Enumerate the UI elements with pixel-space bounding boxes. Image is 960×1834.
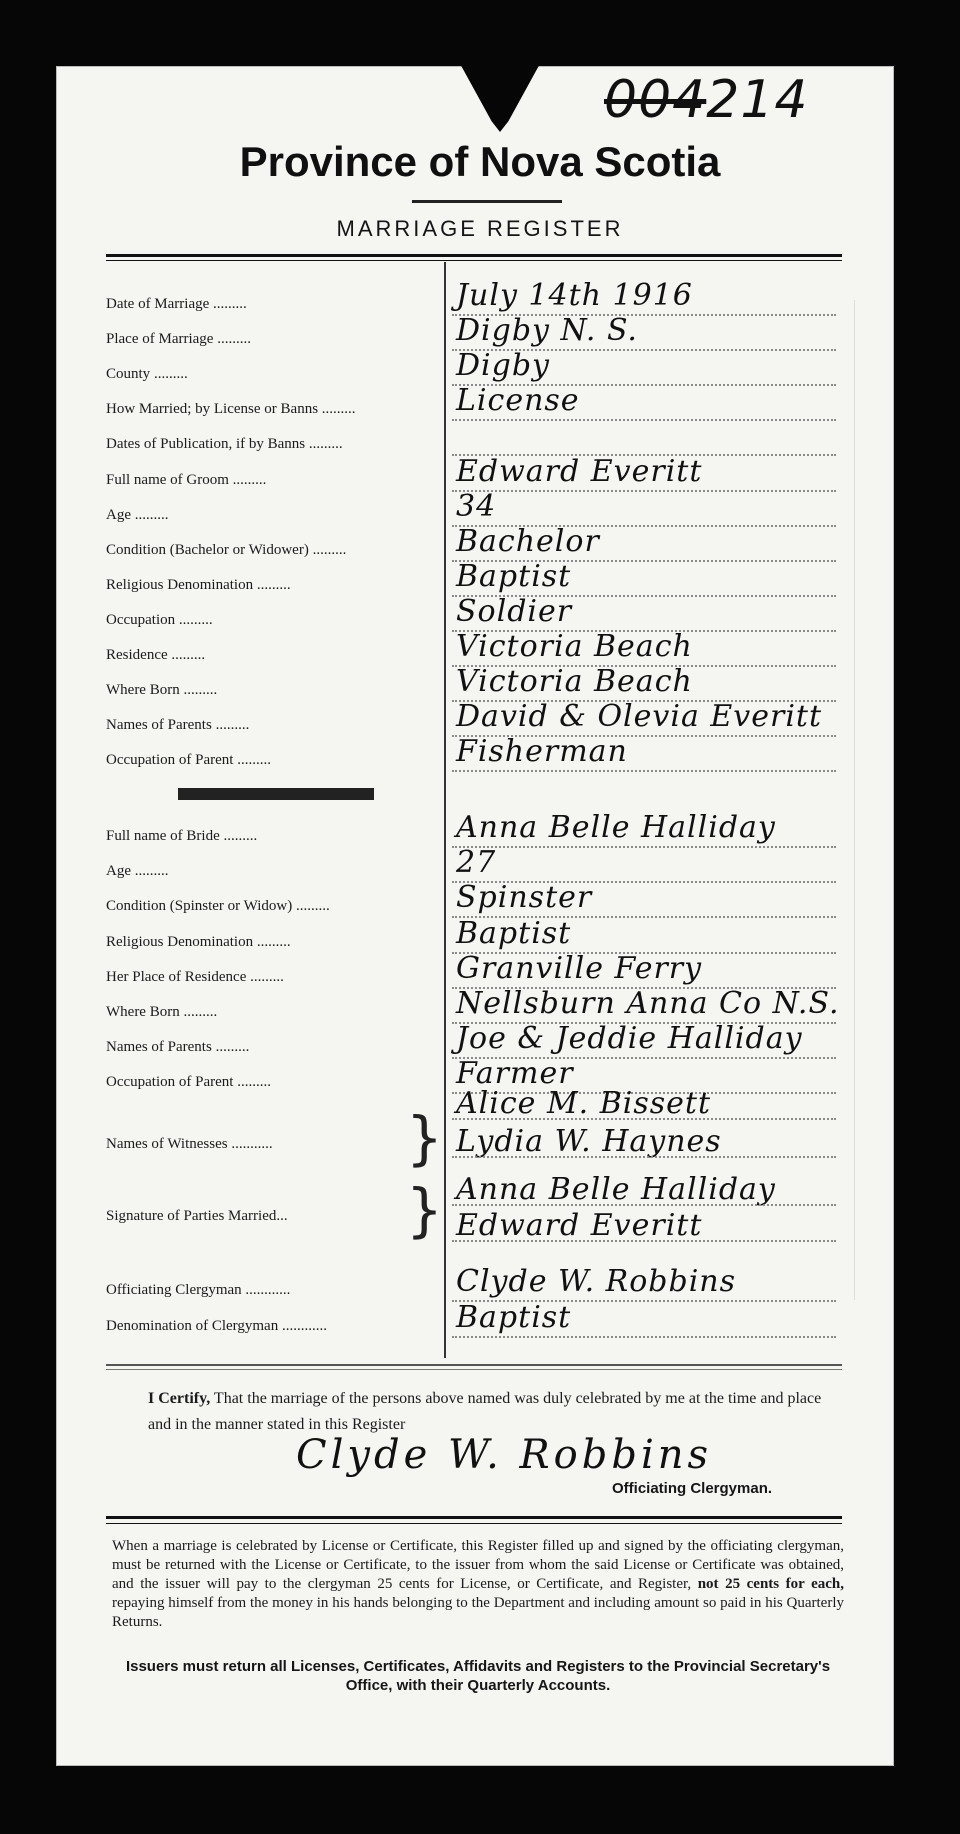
column-divider — [444, 262, 446, 1358]
field-label: Occupation ......... — [106, 611, 213, 628]
field-label: Age ......... — [106, 506, 169, 523]
page-title: Province of Nova Scotia — [239, 138, 721, 185]
field-label: Occupation of Parent ......... — [106, 752, 271, 769]
field-value: Fisherman — [456, 734, 628, 770]
certify-lead: I Certify, — [148, 1390, 211, 1407]
signature-groom: Edward Everitt — [456, 1208, 703, 1243]
field-value: Clyde W. Robbins — [456, 1264, 737, 1299]
field-label: Officiating Clergyman ............ — [106, 1282, 291, 1298]
field-label: Denomination of Clergyman ............ — [106, 1318, 327, 1334]
field-value: Bachelor — [456, 523, 600, 559]
field-label: Full name of Groom ......... — [106, 471, 267, 488]
field-value: 34 — [456, 488, 497, 524]
witness-2: Lydia W. Haynes — [456, 1124, 722, 1159]
field-value: Joe & Jeddie Halliday — [456, 1021, 803, 1057]
issuers-notice: Issuers must return all Licenses, Certificates, Affidavits and Registers to the Provincial Secretary's Office, with their Quarterly Accounts. — [125, 1658, 831, 1694]
field-label: Religious Denomination ......... — [106, 576, 291, 593]
dotted-line — [452, 1336, 836, 1338]
dotted-line — [452, 770, 836, 772]
field-value: Nellsburn Anna Co N.S. — [456, 986, 840, 1021]
field-value: Baptist — [456, 558, 572, 594]
field-value: Baptist — [456, 1300, 572, 1335]
certify-body: That the marriage of the persons above named was duly celebrated by me at the time and place and in the manner stated in this Register — [148, 1390, 822, 1433]
dotted-line — [452, 1118, 836, 1120]
field-label: Religious Denomination ......... — [106, 933, 291, 950]
field-value: Victoria Beach — [456, 629, 693, 664]
dotted-line — [452, 1204, 836, 1206]
signature-bride: Anna Belle Halliday — [456, 1172, 776, 1207]
field-label: Dates of Publication, if by Banns ......... — [106, 436, 343, 453]
field-label: Occupation of Parent ......... — [106, 1074, 271, 1091]
document-number — [604, 70, 809, 130]
struck-number: 004 — [604, 70, 707, 130]
dotted-line — [452, 419, 836, 421]
field-label: Condition (Spinster or Widow) ......... — [106, 898, 330, 915]
field-value: David & Olevia Everitt — [456, 699, 823, 735]
field-label: Where Born ......... — [106, 1004, 218, 1020]
field-value: Anna Belle Halliday — [456, 810, 776, 845]
top-rule-thin — [106, 260, 842, 261]
field-label: Residence ......... — [106, 647, 206, 663]
field-value: Digby N. S. — [456, 313, 638, 349]
certify-rule-top-thin — [106, 1369, 842, 1370]
field-label: Date of Marriage ......... — [106, 296, 247, 312]
notice-rule-thick — [106, 1516, 842, 1519]
field-label: How Married; by License or Banns ......... — [106, 401, 356, 418]
current-number: 214 — [706, 70, 809, 130]
notice-rule-thin — [106, 1523, 842, 1524]
witnesses-label: Names of Witnesses ........... — [106, 1136, 273, 1152]
field-label: Her Place of Residence ......... — [106, 968, 284, 985]
top-rule-thick — [106, 254, 842, 257]
notice-emphasis: not 25 cents for each, — [697, 1576, 844, 1592]
field-value: License — [456, 383, 580, 419]
field-label: County ......... — [106, 366, 188, 383]
field-value: Digby — [456, 348, 551, 384]
field-value: Victoria Beach — [456, 664, 693, 700]
paper-edge — [854, 300, 893, 1300]
dotted-line — [452, 1156, 836, 1158]
dotted-line — [452, 846, 836, 848]
dotted-line — [452, 1240, 836, 1242]
field-label: Where Born ......... — [106, 682, 218, 699]
return-notice: When a marriage is celebrated by License or Certificate, this Register filled up and signed by the officiating clergyman, must be returned with the License or Certificate, to the issuer from whom the said License or Certificate was obtained, and the issuer will pay to the clergyman 25 cents for License, or Certificate, and Register, not 25 cents for each, repaying himself from the money in his hands belonging to the Department and including amount so paid in his Quarterly Returns. — [112, 1538, 844, 1630]
field-label: Age ......... — [106, 863, 169, 880]
section-divider-bar — [178, 788, 374, 800]
field-value: Farmer — [456, 1056, 574, 1092]
signatures-label: Signature of Parties Married... — [106, 1208, 288, 1224]
field-label: Names of Parents ......... — [106, 1039, 250, 1056]
title-rule — [412, 200, 562, 203]
field-value: Soldier — [456, 593, 573, 629]
field-value: 27 — [456, 845, 497, 881]
witness-1: Alice M. Bissett — [456, 1086, 712, 1121]
clergy-signature: Clyde W. Robbins — [296, 1432, 713, 1478]
dotted-line — [452, 490, 836, 492]
signatures-brace: } — [406, 1176, 443, 1244]
field-label: Names of Parents ......... — [106, 717, 250, 734]
field-label: Place of Marriage ......... — [106, 331, 251, 348]
field-value: Edward Everitt — [456, 453, 703, 489]
page-subtitle: MARRIAGE REGISTER — [336, 216, 624, 241]
field-label: Condition (Bachelor or Widower) ......... — [106, 541, 347, 558]
field-value: July 14th 1916 — [456, 278, 693, 313]
certify-rule-top — [106, 1364, 842, 1366]
field-value: Granville Ferry — [456, 950, 703, 986]
signature-caption: Officiating Clergyman. — [612, 1480, 773, 1497]
field-value: Baptist — [456, 915, 572, 951]
field-value: Spinster — [456, 880, 593, 916]
certification-text — [148, 1386, 848, 1438]
witnesses-brace: } — [406, 1104, 443, 1172]
field-label: Full name of Bride ......... — [106, 828, 258, 844]
